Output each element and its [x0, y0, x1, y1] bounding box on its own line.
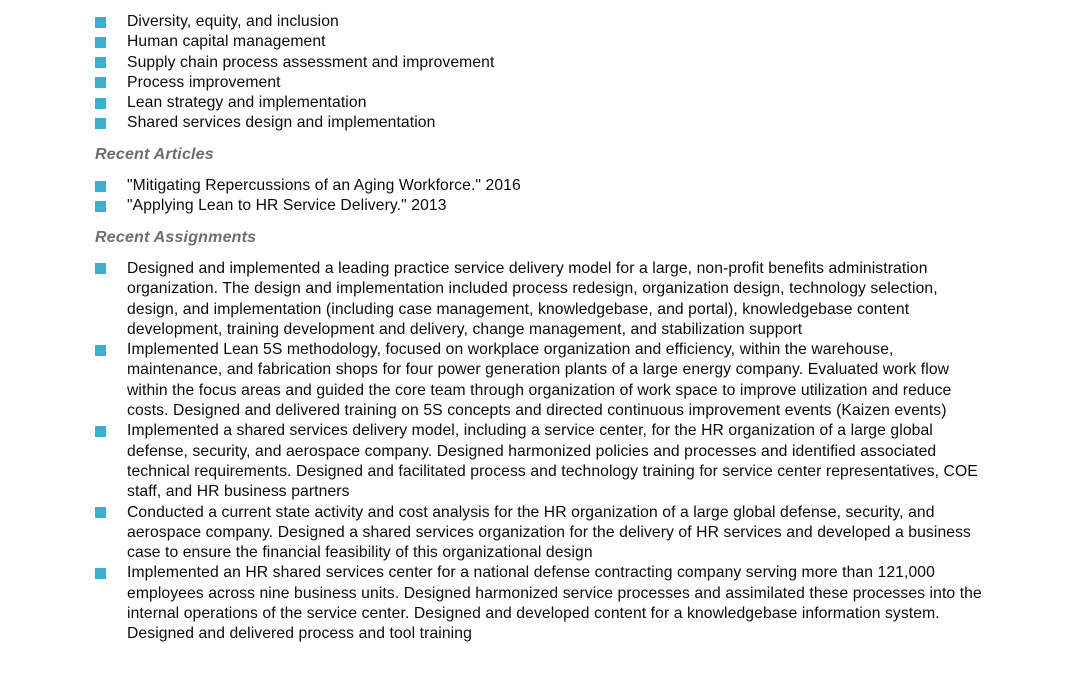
square-bullet-icon [95, 568, 106, 579]
assignment-item-text: Designed and implemented a leading practice service delivery model for a large, non-profit benefits administration organization. The design and implementation included process redesign, organization design, technology selection, design, and implementation (including case management, knowledgebase, and portal), knowledgebase content development, training development and delivery, change management, and stabilization support [127, 259, 938, 338]
recent-articles-heading: Recent Articles [95, 145, 214, 163]
assignment-item-text: Conducted a current state activity and cost analysis for the HR organization of a large global defense, security, and aerospace company. Designed a shared services organization for the delivery of HR services and developed a business case to ensure the financial feasibility of this organizational design [127, 503, 971, 562]
square-bullet-icon [95, 181, 106, 192]
recent-assignments-heading: Recent Assignments [95, 228, 257, 246]
article-item-text: "Applying Lean to HR Service Delivery." 2013 [127, 197, 447, 215]
list-item-text: Diversity, equity, and inclusion [127, 13, 339, 30]
square-bullet-icon [95, 263, 106, 274]
list-item [95, 93, 987, 113]
list-item-text: Human capital management [127, 33, 326, 51]
square-bullet-icon [95, 98, 106, 109]
list-item-text: Process improvement [127, 73, 281, 91]
square-bullet-icon [95, 507, 106, 518]
list-item [95, 53, 987, 73]
list-item [95, 113, 987, 133]
list-item-text: Shared services design and implementation [127, 114, 436, 132]
square-bullet-icon [95, 17, 106, 28]
list-item [95, 259, 987, 340]
assignment-item-text: Implemented a shared services delivery model, including a service center, for the HR organization of a large global defense, security, and aerospace company. Designed harmonized policies and processes and identified associated technical requirements. Designed and facilitated process and technology training for service center representatives, COE staff, and HR business partners [127, 422, 978, 501]
list-item [95, 12, 987, 32]
list-item-text: Supply chain process assessment and improvement [127, 53, 495, 71]
square-bullet-icon [95, 118, 106, 129]
square-bullet-icon [95, 57, 106, 68]
list-item [95, 73, 987, 93]
square-bullet-icon [95, 345, 106, 356]
article-item-text: "Mitigating Repercussions of an Aging Workforce." 2016 [127, 177, 521, 195]
list-item [95, 176, 987, 196]
recent-assignments-list [95, 259, 987, 645]
recent-articles-list [95, 176, 987, 217]
square-bullet-icon [95, 426, 106, 437]
square-bullet-icon [95, 201, 106, 212]
square-bullet-icon [95, 37, 106, 48]
list-item-text: Lean strategy and implementation [127, 94, 367, 112]
assignment-item-text: Implemented an HR shared services center for a national defense contracting company serving more than 121,000 employees across nine business units. Designed harmonized service processes and assimilated these processes into the internal operations of the service center. Designed and developed content for a knowledgebase information system. Designed and delivered process and tool training [127, 564, 982, 643]
square-bullet-icon [95, 77, 106, 88]
list-item [95, 503, 987, 564]
list-item [95, 196, 987, 216]
list-item [95, 563, 987, 644]
list-item [95, 340, 987, 421]
focus-areas-list [95, 12, 987, 134]
list-item [95, 421, 987, 502]
assignment-item-text: Implemented Lean 5S methodology, focused on workplace organization and efficiency, within the warehouse, maintenance, and fabrication shops for four power generation plants of a large energy company. Evaluated work flow within the focus areas and guided the core team through organization of work space to improve utilization and reduce costs. Designed and delivered training on 5S concepts and directed continuous improvement events (Kaizen events) [127, 341, 952, 420]
list-item [95, 32, 987, 52]
